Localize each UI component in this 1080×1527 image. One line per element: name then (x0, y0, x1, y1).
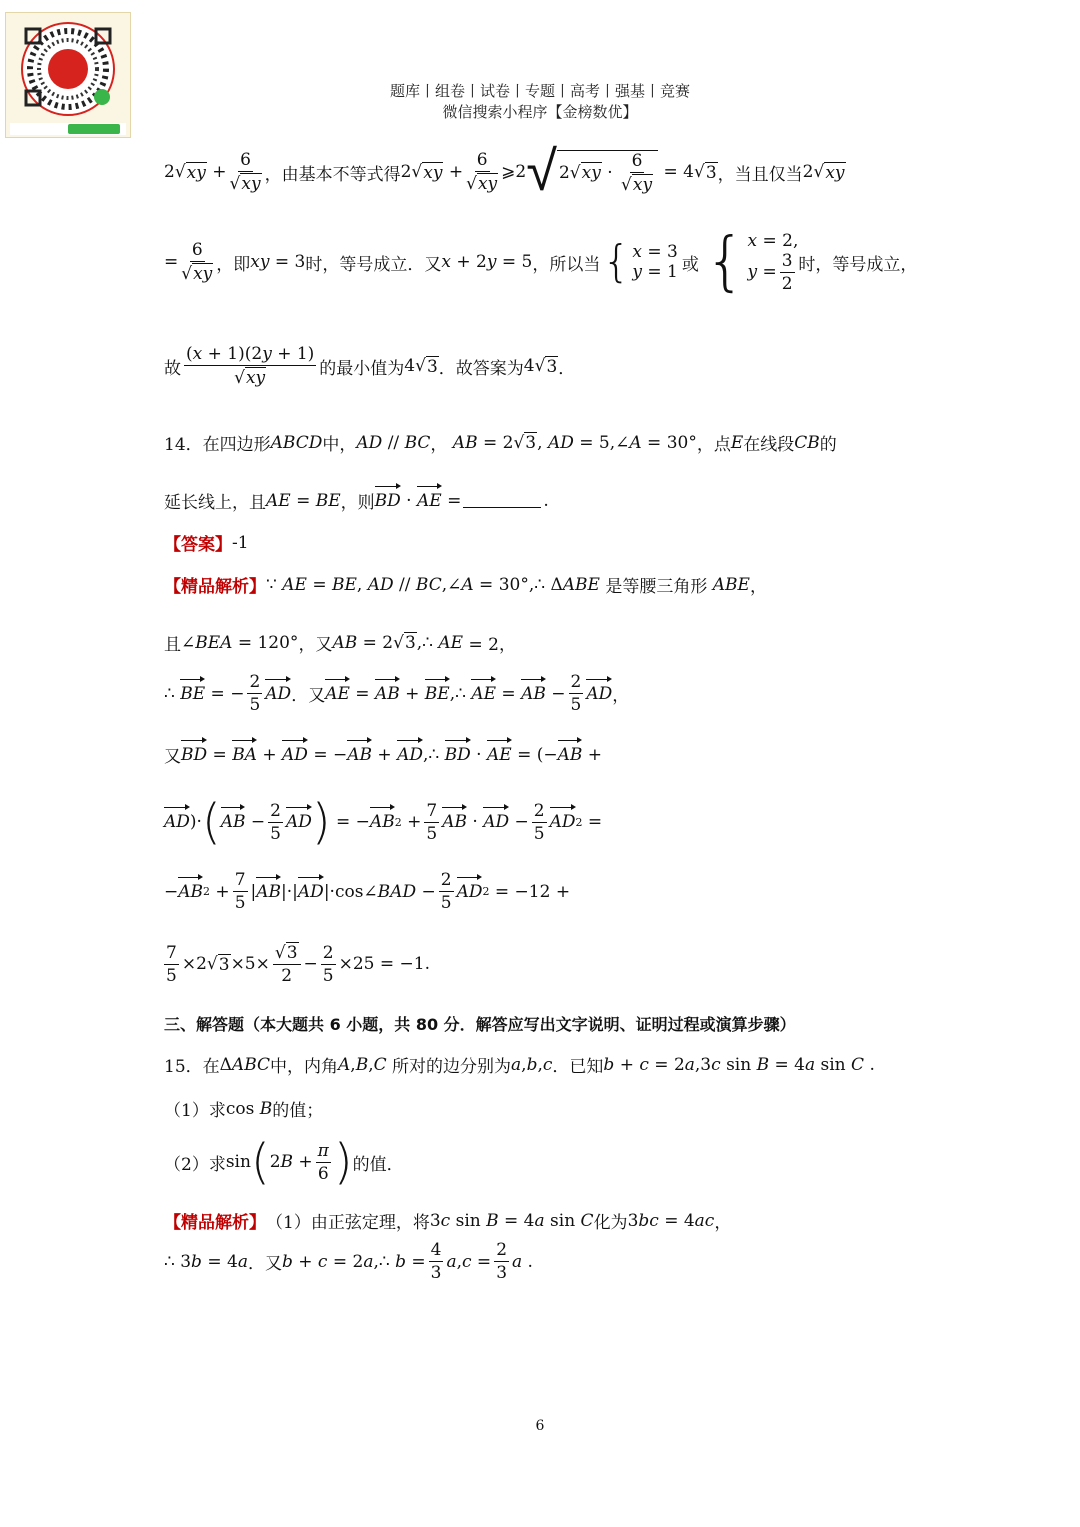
header-search-hint: 微信搜索小程序【金榜数优】 (442, 103, 638, 121)
answer-line: 【答案】 -1 (164, 532, 249, 555)
question-14-line-1: 14．在四边形 ABCD 中， AD // BC ， AB = 2 √ 3 , AD = 5,∠ A = 30° ，点 E 在线段 CB 的 (164, 432, 837, 455)
question-15: 15．在 Δ ABC 中，内角 A , B , C 所对的边分别为 a , b , c ．已知 b + c = 2 a ,3 c sin B = 4 a sin C . (164, 1054, 875, 1077)
header-links: 题库丨组卷丨试卷丨专题丨高考丨强基丨竞赛 (389, 82, 690, 100)
section-3-heading: 三、解答题（本大题共 6 小题，共 80 分．解答应写出文字说明、证明过程或演算步骤） (164, 1015, 796, 1034)
analysis-line-3: ∴ BE = − $\frac{2}{5}$ AD ． 又 AE = AB + BE ,∴ AE = AB − $\frac{2}{5}$ AD ， (164, 672, 630, 715)
analysis-line-6: − AB 2 + $\frac{7}{5}$ | AB |·| AD |·cos∠ BAD − $\frac{2}{5}$ AD 2 = −12 + (164, 870, 571, 913)
answer-blank (463, 493, 541, 508)
solution-line-1: 2 √ xy + $\frac{6}{√xy}$ ，由基本不等式得 2 √ xy + $\frac{6}{√xy}$ ⩾2 √ 2 √ xy · $\frac{6}{√xy}$ = 4 √ 3 ，当且仅当 2 √ xy (164, 139, 845, 204)
analysis-line-7: $\frac{7}{5}$ ×2 √ 3 ×5× $\frac{√3}{2}$ − $\frac{2}{5}$ ×25 = −1. (166, 942, 431, 986)
analysis-15-line-1: 【精品解析】 （1）由正弦定理，将 3 c sin B = 4 a sin C 化为 3 bc = 4 ac ， (164, 1210, 732, 1233)
question-15-part-2: （2）求 sin ( 2 B + $\frac{\pi}{6}$ ) 的值． (164, 1134, 404, 1190)
solution-line-2: = $\frac{6}{√xy}$ ，即 xy = 3 时，等号成立．又 x + 2 y = 5 ，所以当 { x = 3 y = 1 或 { x = 2, y = $\frac{3}{2}$ 时，等号成立， (164, 225, 918, 299)
question-15-part-1: （1）求 cos B 的值； (164, 1098, 324, 1121)
question-14-line-2: 延长线上，且 AE = BE ，则 BD · AE = . (164, 490, 549, 513)
solution-line-3: 故 $\frac{(x + 1)(2y + 1)}{√xy}$ 的最小值为 4 √ 3 ．故答案为 4 √ 3 ． (164, 344, 576, 388)
analysis-line-1: 【精品解析】 ∵ AE = BE , AD // BC ,∠ A = 30°,∴ Δ ABE 是等腰三角形 ABE ， (164, 574, 767, 597)
page-number: 6 (535, 1418, 545, 1434)
analysis-line-4: 又 BD = BA + AD = − AB + AD ,∴ BD · AE = (− AB + (164, 744, 603, 767)
analysis-line-5: AD )· ( AB − $\frac{2}{5}$ AD ) = − AB 2 + $\frac{7}{5}$ AB · AD − $\frac{2}{5}$ AD 2 = (164, 794, 603, 850)
analysis-line-2: 且 ∠ BEA = 120° ，又 AB = 2 √ 3 ,∴ AE = 2， (164, 632, 516, 655)
analysis-15-line-2: ∴ 3 b = 4 a ．又 b + c = 2 a ,∴ b = $\frac{4}{3}$ a , c = $\frac{2}{3}$ a . (164, 1240, 533, 1283)
